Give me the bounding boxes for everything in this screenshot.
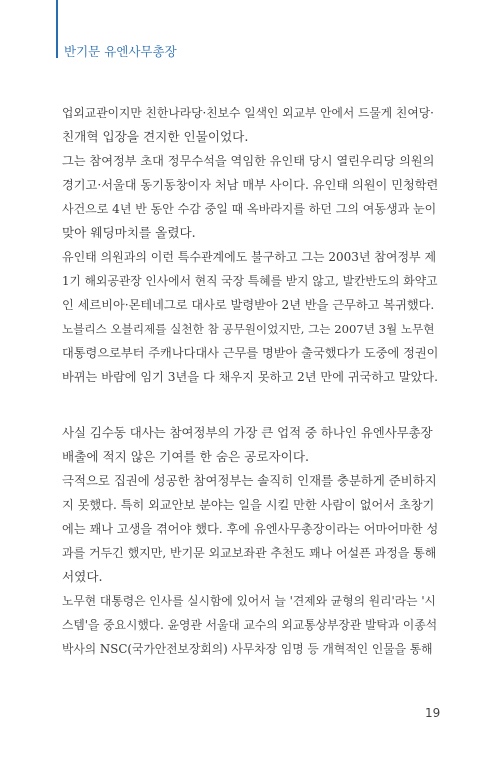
text-line: 에는 꽤나 고생을 겪어야 했다. 후에 유엔사무총장이라는 어마어마한 성 (62, 522, 439, 536)
text-line: 서였다. (62, 569, 103, 584)
text-line: 그는 참여정부 초대 정무수석을 역임한 유인태 당시 열린우리당 의원의 (62, 154, 435, 168)
text-line: 업외교관이지만 친한나라당·친보수 일색인 외교부 안에서 드물게 친여당· (62, 106, 434, 120)
text-line: 사실 김수동 대사는 참여정부의 가장 큰 업적 중 하나인 유엔사무총장 (62, 425, 433, 440)
text-line: 유인태 의원과의 이런 특수관계에도 불구하고 그는 2003년 참여정부 제 (62, 250, 437, 264)
text-line: 과를 거두긴 했지만, 반기문 외교보좌관 추천도 꽤나 어설픈 과정을 통해 (62, 546, 437, 560)
text-line: 1기 해외공관장 인사에서 현직 국장 특혜를 받지 않고, 발칸반도의 화약고 (62, 274, 438, 288)
text-line: 노블리스 오블리제를 실천한 참 공무원이었지만, 그는 2007년 3월 노무현 (62, 322, 435, 336)
text-line: 친개혁 입장을 견지한 인물이었다. (62, 129, 249, 144)
text-line: 경기고·서울대 동기동창이자 처남 매부 사이다. 유인태 의원이 민청학련 (62, 178, 439, 192)
text-block-2 (62, 421, 438, 661)
text-line: 맞아 웨딩마치를 올렸다. (62, 225, 196, 240)
text-line: 지 못했다. 특히 외교안보 분야는 일을 시킬 만한 사람이 없어서 초창기 (62, 498, 435, 512)
text-line: 사건으로 4년 반 동안 수감 중일 때 옥바라지를 하던 그의 여동생과 눈이 (62, 202, 437, 216)
page-number: 19 (425, 706, 441, 720)
text-line: 대통령으로부터 주캐나다대사 근무를 명받아 출국했다가 도중에 정권이 (62, 346, 439, 360)
text-line: 박사의 NSC(국가안전보장회의) 사무차장 임명 등 개혁적인 인물을 통해 (62, 642, 433, 656)
running-header-title: 반기문 유엔사무총장 (64, 44, 177, 59)
text-block-1 (62, 101, 438, 389)
header-rule (56, 0, 58, 58)
text-line: 극적으로 집권에 성공한 참여정부는 솔직히 인재를 충분하게 준비하지 (62, 473, 437, 488)
text-line: 노무현 대통령은 인사를 실시함에 있어서 늘 '견제와 균형의 원리'라는 '시 (62, 594, 436, 608)
text-line: 스템'을 중요시했다. 윤영관 서울대 교수의 외교통상부장관 발탁과 이종석 (62, 618, 438, 632)
text-line: 인 세르비아·몬테네그로 대사로 발령받아 2년 반을 근무하고 복귀했다. (62, 298, 435, 312)
text-line: 바뀌는 바람에 임기 3년을 다 채우지 못하고 2년 만에 귀국하고 말았다. (62, 370, 438, 384)
text-line: 배출에 적지 않은 기여를 한 숨은 공로자이다. (62, 449, 310, 464)
